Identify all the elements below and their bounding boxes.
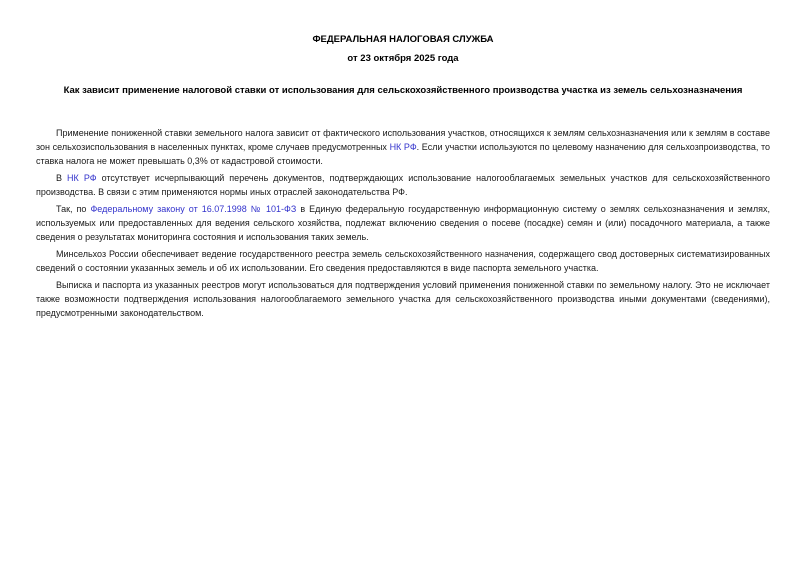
paragraph-text: Применение пониженной ставки земельного налога зависит от фактического использования участков, относящихся к землям сельхозназначения или к землям в составе зон сельхозиспользования в населенных пунктах, кроме случаев предусмотренных	[36, 128, 770, 152]
document-body	[36, 126, 770, 320]
paragraph-text: в Единую федеральную государственную информационную систему о землях сельхозназначения и землях, используемых или предоставленных для ведения сельского хозяйства, подлежат включению сведения о посеве (посадке) семян и (или) посадочного материала, а также сведения о результатах мониторинга состояния и использования таких земель.	[36, 204, 770, 242]
paragraph	[36, 202, 770, 244]
paragraph	[36, 126, 770, 168]
paragraph	[36, 278, 770, 320]
paragraph-text: . Если участки используются по целевому назначению для сельхозпроизводства, то ставка налога не может превышать 0,3% от кадастровой стоимости.	[36, 142, 770, 166]
legal-reference-link[interactable]: Федеральному закону от 16.07.1998 № 101-ФЗ	[90, 204, 297, 214]
paragraph-text: отсутствует исчерпывающий перечень документов, подтверждающих использование налогооблагаемых земельных участков для сельскохозяйственного производства. В связи с этим применяются нормы иных отраслей законодательства РФ.	[36, 173, 771, 197]
paragraph	[36, 247, 770, 275]
legal-reference-link[interactable]: НК РФ	[67, 173, 97, 183]
paragraph-text: В	[56, 173, 68, 183]
paragraph-text: Так, по	[56, 204, 91, 214]
document-date: от 23 октября 2025 года	[347, 53, 459, 64]
document-organization: ФЕДЕРАЛЬНАЯ НАЛОГОВАЯ СЛУЖБА	[312, 34, 494, 45]
document-title: Как зависит применение налоговой ставки от использования для сельскохозяйственного производства участка из земель сельхозназначения	[63, 85, 743, 96]
paragraph	[36, 171, 770, 199]
paragraph-text: Минсельхоз России обеспечивает ведение государственного реестра земель сельскохозяйственного назначения, содержащего свод достоверных систематизированных сведений о состоянии указанных земель и об их использовании. Его сведения предоставляются в виде паспорта земельного участка.	[36, 249, 770, 273]
legal-reference-link[interactable]: НК РФ	[389, 142, 417, 152]
paragraph-text: Выписка и паспорта из указанных реестров могут использоваться для подтверждения условий применения пониженной ставки по земельному налогу. Это не исключает также возможности подтверждения использования налогооблагаемого земельного участка для сельскохозяйственного производства иными документами (сведениями), предусмотренными законодательством.	[36, 280, 770, 318]
